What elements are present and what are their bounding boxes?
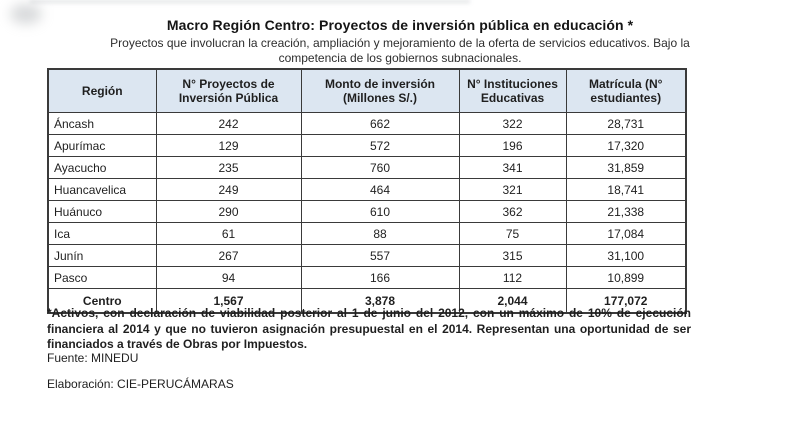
cell-monto: 662 [301,113,459,135]
column-header-instituciones: N° Instituciones Educativas [459,69,566,113]
cell-monto: 166 [301,267,459,289]
cell-instituciones: 75 [459,223,566,245]
cell-instituciones: 362 [459,201,566,223]
cell-proyectos: 290 [156,201,301,223]
investment-projects-table [47,68,687,314]
cell-proyectos: 94 [156,267,301,289]
cell-region: Huánuco [48,201,156,223]
table-header-row [48,69,686,113]
cell-matricula: 17,084 [566,223,686,245]
cell-region: Ica [48,223,156,245]
column-header-region: Región [48,69,156,113]
cell-monto: 464 [301,179,459,201]
column-header-monto: Monto de inversión (Millones S/.) [301,69,459,113]
cell-region: Junín [48,245,156,267]
cell-matricula: 28,731 [566,113,686,135]
cell-total-matricula: 177,072 [566,289,686,314]
cell-proyectos: 129 [156,135,301,157]
page-subtitle: Proyectos que involucran la creación, ampliación y mejoramiento de la oferta de servicios educativos. Bajo la competencia de los gobiernos subnacionales. [110,36,690,65]
cell-proyectos: 61 [156,223,301,245]
cell-instituciones: 321 [459,179,566,201]
page-title: Macro Región Centro: Proyectos de inversión pública en educación * [166,17,634,33]
cell-matricula: 17,320 [566,135,686,157]
cell-total-label: Centro [48,289,156,314]
cell-region: Huancavelica [48,179,156,201]
cell-proyectos: 235 [156,157,301,179]
cell-total-instituciones: 2,044 [459,289,566,314]
cell-total-monto: 3,878 [301,289,459,314]
table-row [48,113,686,135]
elaboration-note: Elaboración: CIE-PERUCÁMARAS [47,377,234,391]
column-header-proyectos: N° Proyectos de Inversión Pública [156,69,301,113]
cell-instituciones: 315 [459,245,566,267]
cell-monto: 610 [301,201,459,223]
cell-proyectos: 249 [156,179,301,201]
cell-matricula: 21,338 [566,201,686,223]
cell-monto: 760 [301,157,459,179]
source-note: Fuente: MINEDU [47,351,139,365]
footnote: *Activos, con declaración de viabilidad posterior al 1 de junio del 2012, con un máximo de 10% de ejecución financiera al 2014 y que no tuvieron asignación presupuestal en el 2014. Representan una oportunidad de ser financiados a través de Obras por Impuestos. [47,306,691,351]
cell-total-proyectos: 1,567 [156,289,301,314]
cell-instituciones: 112 [459,267,566,289]
cell-monto: 88 [301,223,459,245]
cell-matricula: 31,100 [566,245,686,267]
cell-matricula: 18,741 [566,179,686,201]
table-row [48,135,686,157]
cell-monto: 572 [301,135,459,157]
table-row [48,267,686,289]
scan-artifact-streak [30,0,470,3]
cell-instituciones: 322 [459,113,566,135]
cell-instituciones: 196 [459,135,566,157]
table-row [48,245,686,267]
cell-matricula: 31,859 [566,157,686,179]
table-row [48,179,686,201]
cell-region: Ayacucho [48,157,156,179]
cell-region: Apurímac [48,135,156,157]
cell-matricula: 10,899 [566,267,686,289]
table-row [48,157,686,179]
cell-monto: 557 [301,245,459,267]
table-row [48,201,686,223]
cell-instituciones: 341 [459,157,566,179]
table-row [48,223,686,245]
cell-region: Pasco [48,267,156,289]
column-header-matricula: Matrícula (N° estudiantes) [566,69,686,113]
cell-proyectos: 242 [156,113,301,135]
cell-region: Áncash [48,113,156,135]
cell-proyectos: 267 [156,245,301,267]
